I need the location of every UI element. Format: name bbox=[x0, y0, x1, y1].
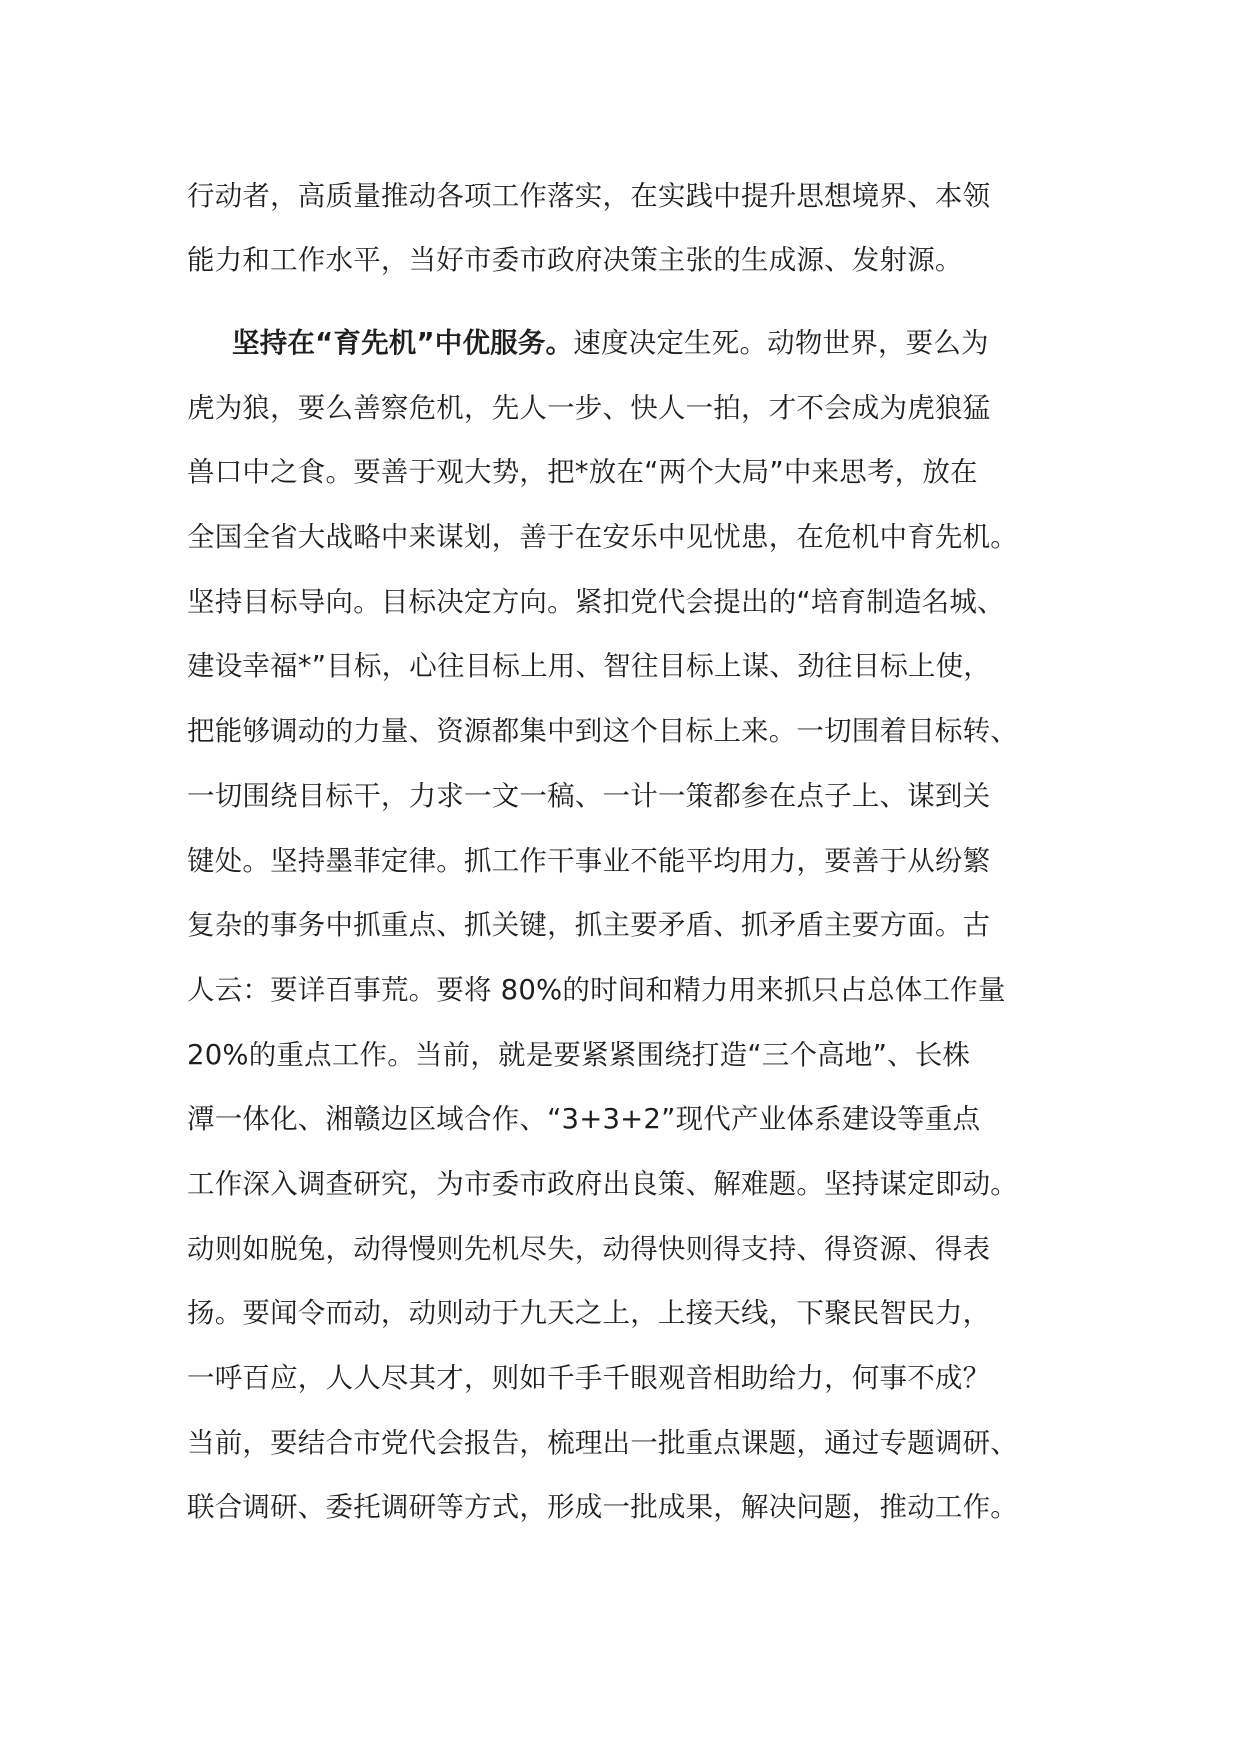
text-line: 联合调研、委托调研等方式，形成一批成果，解决问题，推动工作。 bbox=[187, 1491, 1018, 1524]
text-line: 建设幸福*”目标，心往目标上用、智往目标上谋、劲往目标上使， bbox=[187, 650, 991, 683]
paragraph-first-line bbox=[187, 327, 1018, 359]
text-line: 当前，要结合市党代会报告，梳理出一批重点课题，通过专题调研、 bbox=[187, 1426, 1018, 1459]
paragraph-heading: 坚持在“育先机”中优服务。 bbox=[232, 327, 574, 359]
text-line: 一切围绕目标干，力求一文一稿、一计一策都参在点子上、谋到关 bbox=[187, 779, 991, 812]
text-line: 潭一体化、湘赣边区域合作、“3+3+2”现代产业体系建设等重点 bbox=[187, 1103, 981, 1136]
text-line: 工作深入调查研究，为市委市政府出良策、解难题。坚持谋定即动。 bbox=[187, 1167, 1018, 1200]
text-line: 行动者，高质量推动各项工作落实，在实践中提升思想境界、本领 bbox=[187, 180, 991, 212]
text-line: 坚持目标导向。目标决定方向。紧扣党代会提出的“培育制造名城、 bbox=[187, 585, 1005, 618]
text-line: 复杂的事务中抓重点、抓关键，抓主要矛盾、抓矛盾主要方面。古 bbox=[187, 909, 991, 942]
text-line: 动则如脱兔，动得慢则先机尽失，动得快则得支持、得资源、得表 bbox=[187, 1232, 991, 1265]
main-paragraph bbox=[187, 327, 1018, 1556]
top-paragraph bbox=[187, 180, 990, 308]
text-line-rest: 速度决定生死。动物世界，要么为 bbox=[573, 327, 989, 359]
text-line: 扬。要闻令而动，动则动于九天之上，上接天线，下聚民智民力， bbox=[187, 1297, 991, 1330]
text-line: 20%的重点工作。当前，就是要紧紧围绕打造“三个高地”、长株 bbox=[187, 1038, 971, 1071]
text-line: 能力和工作水平，当好市委市政府决策主张的生成源、发射源。 bbox=[187, 244, 963, 276]
text-line: 人云：要详百事荒。要将 80%的时间和精力用来抓只占总体工作量 bbox=[187, 973, 1006, 1006]
text-line: 一呼百应，人人尽其才，则如千手千眼观音相助给力，何事不成？ bbox=[187, 1362, 991, 1394]
text-line: 全国全省大战略中来谋划，善于在安乐中见忧患，在危机中育先机。 bbox=[187, 521, 1018, 554]
text-line: 虎为狼，要么善察危机，先人一步、快人一拍，才不会成为虎狼猛 bbox=[187, 391, 991, 424]
text-line: 把能够调动的力量、资源都集中到这个目标上来。一切围着目标转、 bbox=[187, 715, 1018, 748]
text-line: 兽口中之食。要善于观大势，把*放在“两个大局”中来思考，放在 bbox=[187, 456, 978, 489]
text-line: 键处。坚持墨菲定律。抓工作干事业不能平均用力，要善于从纷繁 bbox=[187, 844, 991, 877]
